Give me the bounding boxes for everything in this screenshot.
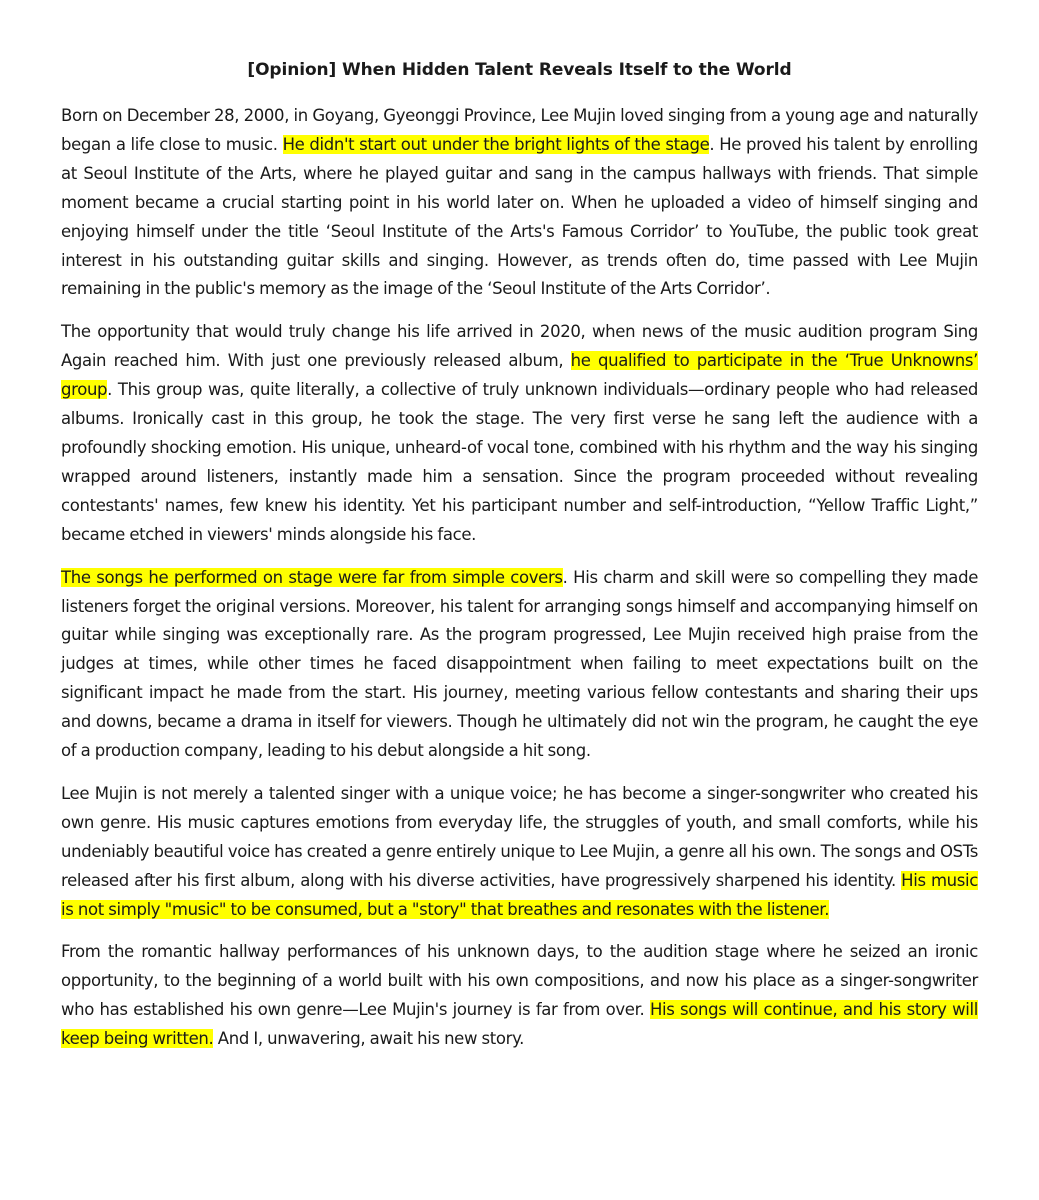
paragraph-2 — [61, 318, 978, 549]
highlighted-text: His songs will continue, and his story will keep being written. — [61, 1000, 978, 1049]
text-segment: The opportunity that would truly change his life arrived in 2020, when news of the music audition program Sing Again reached him. With just one previously released album, — [61, 322, 978, 371]
text-segment: Lee Mujin is not merely a talented singer with a unique voice; he has become a singer-songwriter who created his own genre. His music captures emotions from everyday life, the struggles of youth, and small comforts, while his undeniably beautiful voice has created a genre entirely unique to Lee Mujin, a genre all his own. The songs and OSTs released after his first album, along with his diverse activities, have progressively sharpened his identity. — [61, 783, 978, 890]
document-page — [61, 58, 978, 1068]
highlighted-text: The songs he performed on stage were far from simple covers — [61, 567, 563, 587]
paragraph-5 — [61, 938, 978, 1054]
text-segment: . His charm and skill were so compelling they made listeners forget the original versions. Moreover, his talent for arranging songs himself and accompanying himself on guitar while singing was exceptionally rare. As the program progressed, Lee Mujin received high praise from the judges at times, while other times he faced disappointment when failing to meet expectations built on the significant impact he made from the start. His journey, meeting various fellow contestants and sharing their ups and downs, became a drama in itself for viewers. Though he ultimately did not win the program, he caught the eye of a production company, leading to his debut alongside a hit song. — [61, 567, 978, 761]
text-segment: And I, unwavering, await his new story. — [213, 1029, 525, 1049]
highlighted-text: he qualified to participate in the ‘True Unknowns’ group — [61, 351, 978, 400]
paragraph-3 — [61, 564, 978, 766]
text-segment: . He proved his talent by enrolling at Seoul Institute of the Arts, where he played guitar and sang in the campus hallways with friends. That simple moment became a crucial starting point in his world later on. When he uploaded a video of himself singing and enjoying himself under the title ‘Seoul Institute of the Arts's Famous Corridor’ to YouTube, the public took great interest in his outstanding guitar skills and singing. However, as trends often do, time passed with Lee Mujin remaining in the public's memory as the image of the ‘Seoul Institute of the Arts Corridor’. — [61, 134, 978, 299]
highlighted-text: He didn't start out under the bright lights of the stage — [282, 134, 710, 154]
text-segment: From the romantic hallway performances of his unknown days, to the audition stage where he seized an ironic opportunity, to the beginning of a world built with his own compositions, and now his place as a singer-songwriter who has established his own genre—Lee Mujin's journey is far from over. — [61, 942, 978, 1020]
article-title: [Opinion] When Hidden Talent Reveals Itself to the World — [247, 60, 792, 80]
paragraph-4 — [61, 780, 978, 925]
text-segment: . This group was, quite literally, a collective of truly unknown individuals—ordinary people who had released albums. Ironically cast in this group, he took the stage. The very first verse he sang left the audience with a profoundly shocking emotion. His unique, unheard-of vocal tone, combined with his rhythm and the way his singing wrapped around listeners, instantly made him a sensation. Since the program proceeded without revealing contestants' names, few knew his identity. Yet his participant number and self-introduction, “Yellow Traffic Light,” became etched in viewers' minds alongside his face. — [61, 380, 978, 544]
paragraph-1 — [61, 102, 978, 304]
text-segment: Born on December 28, 2000, in Goyang, Gyeonggi Province, Lee Mujin loved singing from a young age and naturally began a life close to music. — [61, 106, 978, 154]
highlighted-text: His music is not simply "music" to be consumed, but a "story" that breathes and resonates with the listener. — [61, 870, 978, 919]
